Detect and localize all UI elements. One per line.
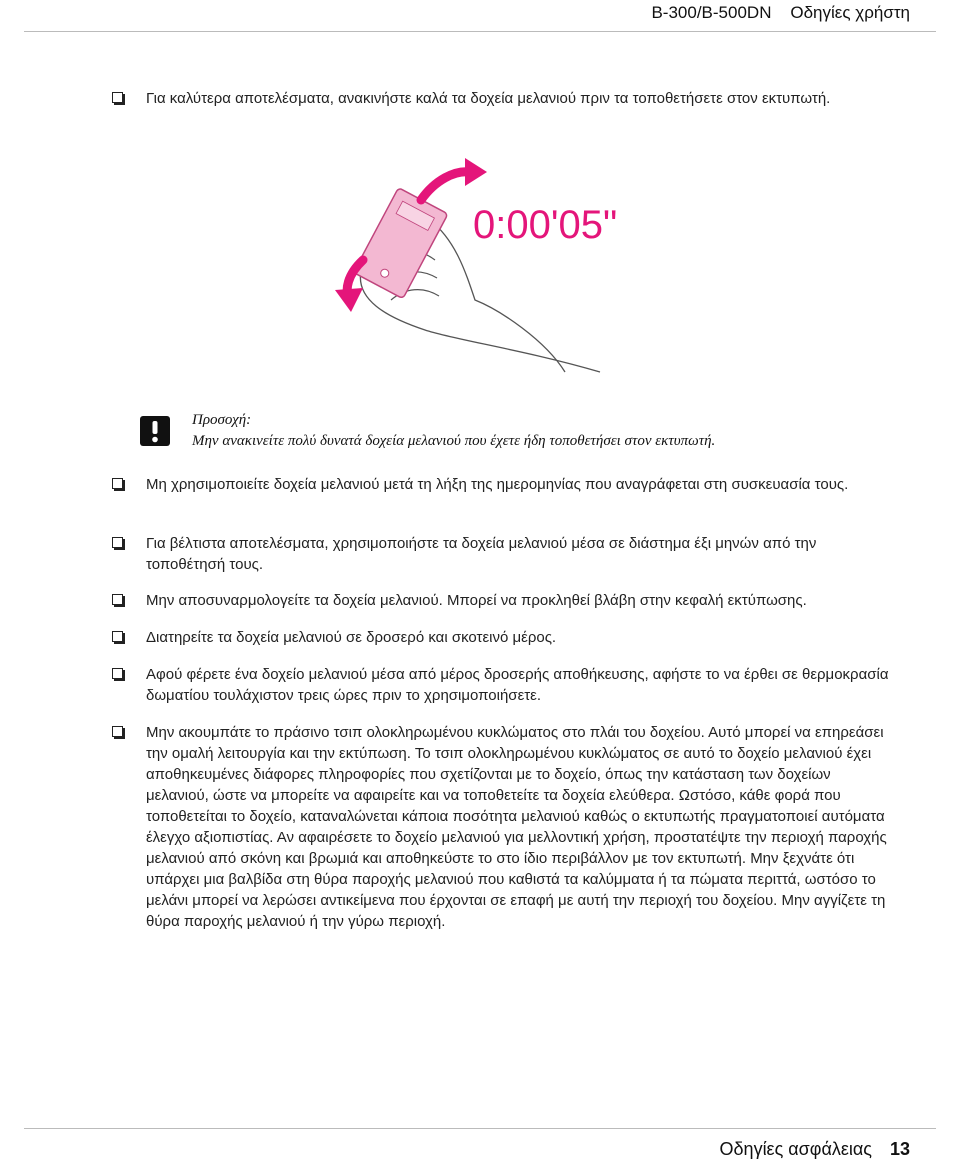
header-divider — [24, 31, 936, 32]
list-item-room-temperature: Αφού φέρετε ένα δοχείο μελανιού μέσα από μέρος δροσερής αποθήκευσης, αφήστε το να έρθει σε θερμοκρασία δωματίου τουλάχιστον τρεις ώρες πριν το χρησιμοποιήσετε. — [112, 664, 892, 706]
shake-cartridge-illustration — [325, 150, 645, 380]
list-item-storage: Διατηρείτε τα δοχεία μελανιού σε δροσερό και σκοτεινό μέρος. — [112, 627, 892, 648]
checkbox-bullet-icon — [112, 594, 123, 605]
ink-cartridge-icon — [353, 188, 448, 299]
page-number: 13 — [889, 1139, 910, 1159]
list-item-expiry: Μη χρησιμοποιείτε δοχεία μελανιού μετά τη λήξη της ημερομηνίας που αναγράφεται στη συσκευασία τους. — [112, 474, 892, 495]
list-item-shake: Για καλύτερα αποτελέσματα, ανακινήστε καλά τα δοχεία μελανιού πριν τα τοποθετήσετε στον εκτυπωτή. — [112, 88, 892, 109]
timer-readout: 0:00'05" — [473, 203, 618, 247]
caution-title: Προσοχή: — [192, 412, 252, 428]
rotate-arrow-top-icon — [421, 172, 470, 200]
header-title: B-300/B-500DN Οδηγίες χρήστη — [651, 3, 910, 22]
checkbox-bullet-icon — [112, 537, 123, 548]
footer-divider — [24, 1128, 936, 1129]
page-header — [0, 0, 960, 28]
list-item-disassemble: Μην αποσυναρμολογείτε τα δοχεία μελανιού. Μπορεί να προκληθεί βλάβη στην κεφαλή εκτύπωσης. — [112, 590, 892, 611]
checkbox-bullet-icon — [112, 92, 123, 103]
footer-section: Οδηγίες ασφάλειας — [719, 1139, 872, 1159]
list-item-ic-chip: Μην ακουμπάτε το πράσινο τσιπ ολοκληρωμένου κυκλώματος στο πλάι του δοχείου. Αυτό μπορεί να επηρεάσει την ομαλή λειτουργία και την εκτύπωση. Το τσιπ ολοκληρωμένου κυκλώματος σε αυτό το δοχείο μελανιού έχει αποθηκευμένες διάφορες πληροφορίες που σχετίζονται με το δοχείο, όπως την κατάσταση των δοχείων μελανιού, ώστε να μπορείτε να αφαιρείτε και να τοποθετείτε τα δοχεία ελεύθερα. Ωστόσο, κάθε φορά που τοποθετείται το δοχείο, καταναλώνεται κάποια ποσότητα μελανιού καθώς ο εκτυπωτής πραγματοποιεί αυτόματα έλεγχο αξιοπιστίας. Αν αφαιρέσετε το δοχείο μελανιού για μελλοντική χρήση, προστατέψτε την περιοχή παροχής μελανιού από σκόνη και βρωμιά και αποθηκεύστε το στο ίδιο περιβάλλον με τον εκτυπωτή. Μην ξεχνάτε ότι υπάρχει μια βαλβίδα στη θύρα παροχής μελανιού που καθιστά τα καλύμματα ή τα πώματα περιττά, ωστόσο το μελάνι μπορεί να λερώσει αντικείμενα που έρχονται σε επαφή με αυτή την περιοχή του δοχείου. Μην αγγίζετε τη θύρα παροχής μελανιού ή την γύρω περιοχή. — [112, 722, 892, 932]
checkbox-bullet-icon — [112, 668, 123, 679]
caution-text: Μην ανακινείτε πολύ δυνατά δοχεία μελανιού που έχετε ήδη τοποθετήσει στον εκτυπωτή. — [192, 433, 716, 449]
page-footer — [720, 1138, 910, 1160]
checkbox-bullet-icon — [112, 726, 123, 737]
checkbox-bullet-icon — [112, 631, 123, 642]
checkbox-bullet-icon — [112, 478, 123, 489]
caution-exclamation-icon — [140, 416, 170, 446]
list-item-six-months: Για βέλτιστα αποτελέσματα, χρησιμοποιήστε τα δοχεία μελανιού μέσα σε διάστημα έξι μηνών από την τοποθέτησή τους. — [112, 533, 892, 575]
